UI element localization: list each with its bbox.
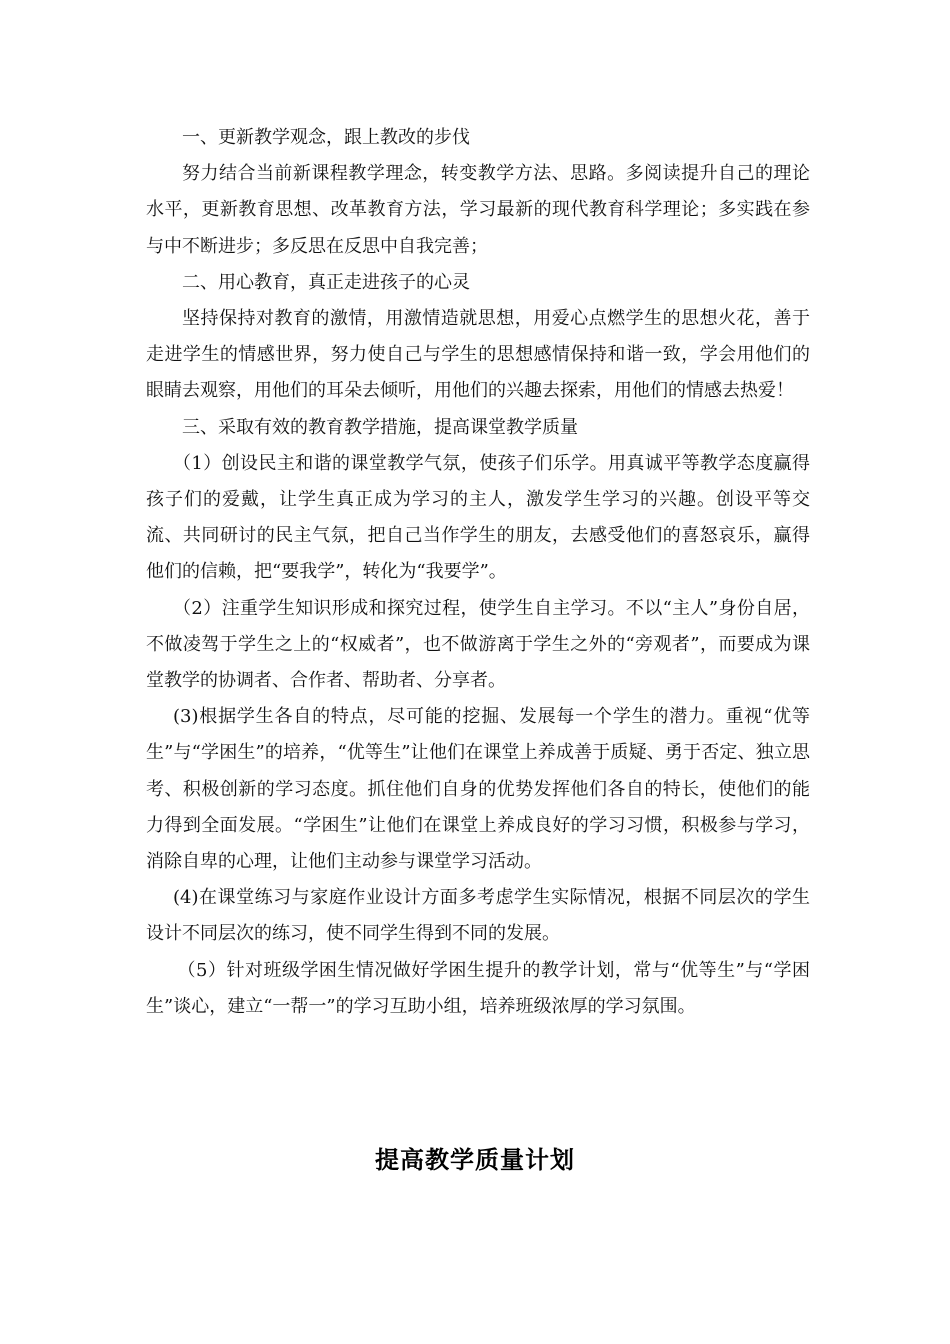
list-item-2: （2）注重学生知识形成和探究过程，使学生自主学习。不以“主人”身份自居，不做凌驾于学生之上的“权威者”，也不做游离于学生之外的“旁观者”，而要成为课堂教学的协调者、合作者、帮助者、分享者。 <box>146 597 810 692</box>
section-heading-3: 三、采取有效的教育教学措施，提高课堂教学质量 <box>182 416 578 438</box>
list-item-1: （1）创设民主和谐的课堂教学气氛，使孩子们乐学。用真诚平等教学态度赢得孩子们的爱戴，让学生真正成为学习的主人，激发学生学习的兴趣。创设平等交流、共同研讨的民主气氛，把自己当作学生的朋友，去感受他们的喜怒哀乐，赢得他们的信赖，把“要我学”，转化为“我要学”。 <box>146 452 810 583</box>
list-item-5: （5）针对班级学困生情况做好学困生提升的教学计划，常与“优等生”与“学困生”谈心，建立“一帮一”的学习互助小组，培养班级浓厚的学习氛围。 <box>146 959 810 1017</box>
paragraph: 努力结合当前新课程教学理念，转变教学方法、思路。多阅读提升自己的理论水平，更新教育思想、改革教育方法，学习最新的现代教育科学理论；多实践在参与中不断进步；多反思在反思中自我完善； <box>146 163 810 257</box>
section-heading-1: 一、更新教学观念，跟上教改的步伐 <box>182 127 470 148</box>
list-item-3: (3)根据学生各自的特点，尽可能的挖掘、发展每一个学生的潜力。重视“优等生”与“学困生”的培养，“优等生”让他们在课堂上养成善于质疑、勇于否定、独立思考、积极创新的学习态度。抓住他们自身的优势发挥他们各自的特长，使他们的能力得到全面发展。“学困生”让他们在课堂上养成良好的学习习惯，积极参与学习，消除自卑的心理，让他们主动参与课堂学习活动。 <box>146 706 810 873</box>
list-item-4: (4)在课堂练习与家庭作业设计方面多考虑学生实际情况，根据不同层次的学生设计不同层次的练习，使不同学生得到不同的发展。 <box>146 887 810 945</box>
document-body <box>146 120 810 1025</box>
paragraph: 坚持保持对教育的激情，用激情造就思想，用爱心点燃学生的思想火花，善于走进学生的情感世界，努力使自己与学生的思想感情保持和谐一致，学会用他们的眼睛去观察，用他们的耳朵去倾听，用他们的兴趣去探索，用他们的情感去热爱！ <box>146 308 810 402</box>
section-heading-2: 二、用心教育，真正走进孩子的心灵 <box>182 271 470 293</box>
next-document-title: 提高教学质量计划 <box>375 1146 575 1174</box>
